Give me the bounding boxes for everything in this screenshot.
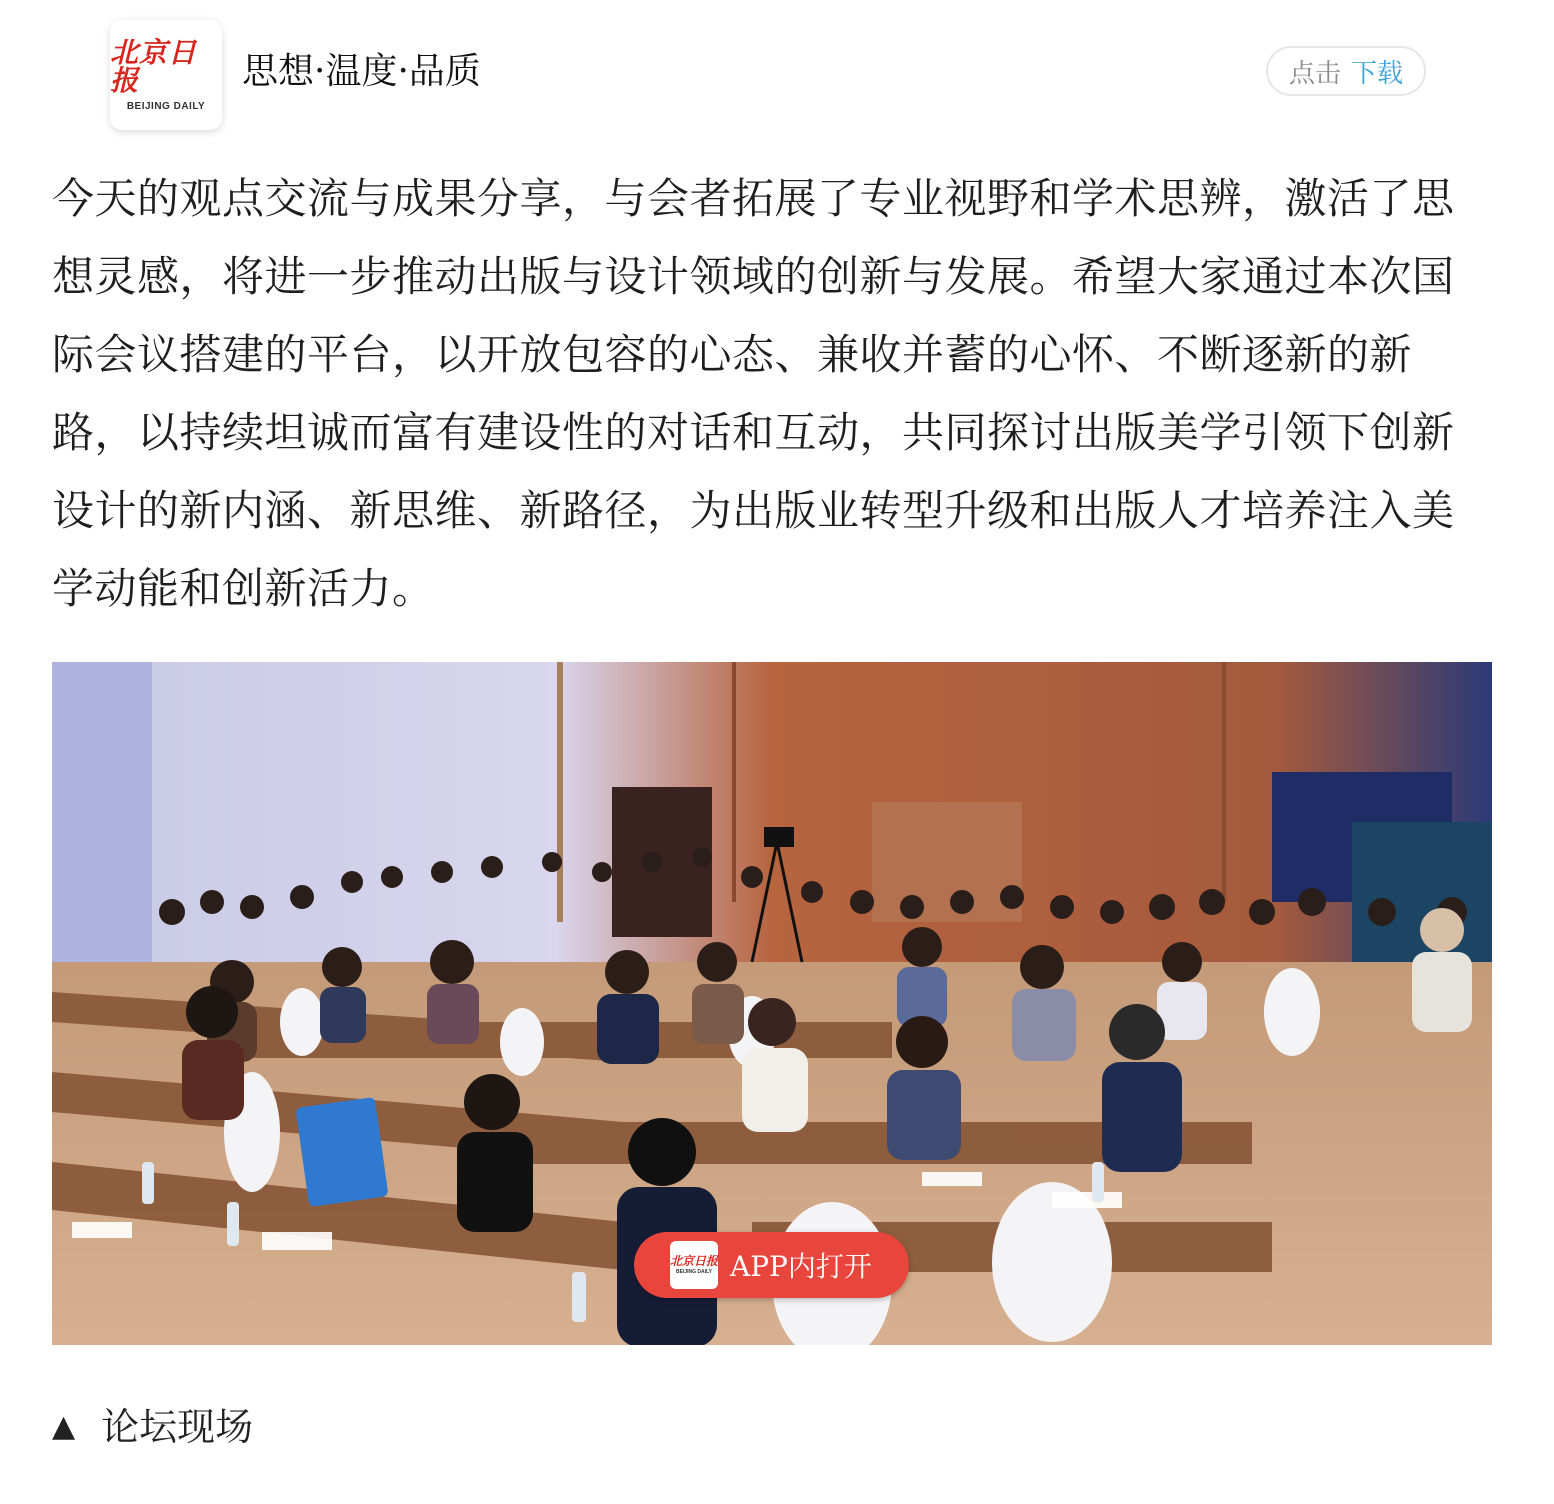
article-paragraph: 今天的观点交流与成果分享，与会者拓展了专业视野和学术思辨，激活了思想灵感，将进一步推动出版与设计领域的创新与发展。希望大家通过本次国际会议搭建的平台，以开放包容的心态、兼收并蓄的心怀、不断逐新的新路，以持续坦诚而富有建设性的对话和互动，共同探讨出版美学引领下创新设计的新内涵、新思维、新路径，为出版业转型升级和出版人才培养注入美学动能和创新活力。 — [52, 174, 1455, 613]
open-in-app-button[interactable] — [634, 1232, 909, 1298]
photo-caption — [52, 1402, 253, 1452]
open-in-app-label: APP内打开 — [730, 1250, 872, 1283]
download-button[interactable] — [1266, 46, 1426, 96]
triangle-icon: ▲ — [52, 1409, 76, 1444]
top-banner — [0, 0, 1554, 150]
app-logo[interactable] — [110, 20, 222, 130]
app-button-logo-cn: 北京日报 — [670, 1254, 719, 1268]
logo-english-text: BEIJING DAILY — [126, 100, 206, 112]
caption-text: 论坛现场 — [101, 1405, 254, 1449]
app-button-logo — [670, 1241, 718, 1289]
app-button-logo-en: BEIJING DAILY — [676, 1269, 712, 1275]
conference-photo — [52, 662, 1492, 1345]
download-prefix: 点击 — [1288, 58, 1341, 89]
logo-chinese-text: 北京日报 — [110, 35, 198, 97]
slogan: 思想·温度·品质 — [242, 51, 481, 92]
download-label: 下载 — [1351, 58, 1404, 89]
